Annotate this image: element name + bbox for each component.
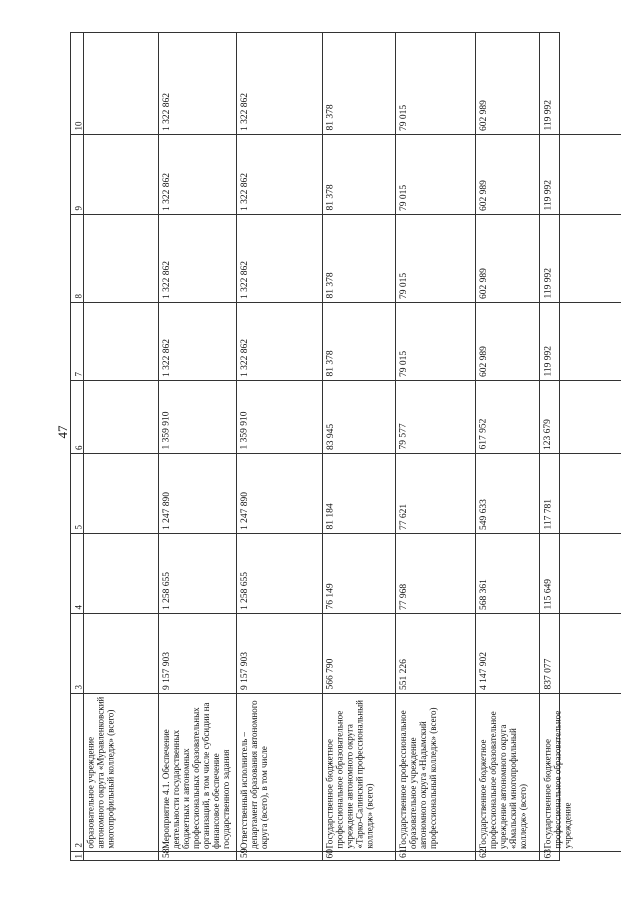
- table-cell: [396, 848, 475, 862]
- table-cell: [159, 33, 236, 135]
- table-cell: [476, 694, 539, 852]
- page-number: 47: [55, 425, 70, 439]
- table-cell: [159, 614, 236, 694]
- table-cell: [396, 135, 475, 215]
- table-cell: [237, 694, 322, 852]
- row-value: 79 015: [398, 184, 409, 211]
- row-value: 1 322 862: [239, 260, 250, 299]
- table-cell: [540, 848, 621, 862]
- table-cell: [540, 694, 621, 852]
- row-value: 837 077: [543, 658, 553, 690]
- table-cell: [396, 33, 475, 135]
- row-value: 1 247 890: [161, 491, 172, 530]
- row-value: 551 226: [398, 658, 409, 690]
- table-cell: [84, 852, 158, 862]
- table-cell: [476, 381, 539, 454]
- table-cell: [540, 33, 621, 135]
- table-row: [237, 33, 323, 860]
- table-cell: [323, 215, 395, 303]
- table-cell: [84, 454, 158, 534]
- row-value: [87, 456, 158, 532]
- column-header: 6: [73, 445, 84, 450]
- row-description: Государственное профессиональное образовательное учреждение автономного округа «Надымский профессиональный колледж» (всего): [397, 706, 438, 849]
- table-cell: [396, 381, 475, 454]
- row-value: 119 992: [543, 267, 553, 299]
- row-value: [87, 35, 158, 133]
- column-header: 2: [73, 843, 84, 848]
- row-value: 77 968: [398, 583, 409, 610]
- header-cell: [71, 614, 83, 694]
- row-description: Государственное бюджетное профессиональное образовательное учреждение автономного округа «Ямальский многопрофильный колледж» (всего): [477, 710, 528, 849]
- table-cell: [323, 614, 395, 694]
- row-description: Государственное бюджетное профессиональное образовательное учреждение: [542, 710, 573, 849]
- row-description: Мероприятие 4.1. Обеспечение деятельности государственных бюджетных и автономных профессиональных образовательных организаций, в том числе субсидии на финансовое обеспечение государственного задания: [160, 702, 231, 849]
- row-value: 9 157 903: [239, 651, 250, 690]
- table-cell: [396, 694, 475, 852]
- table-cell: [159, 694, 236, 852]
- table-cell: [396, 303, 475, 381]
- row-value: 119 992: [543, 179, 553, 211]
- header-cell: [71, 694, 83, 852]
- table-cell: [396, 614, 475, 694]
- row-value: 1 322 862: [161, 260, 172, 299]
- row-value: 119 992: [543, 345, 553, 377]
- row-value: 79 015: [398, 350, 409, 377]
- table-cell: [476, 135, 539, 215]
- row-value: 81 378: [325, 184, 336, 211]
- table-row: [84, 33, 159, 860]
- row-value: [87, 536, 158, 612]
- row-value: 1 322 862: [239, 338, 250, 377]
- column-header: 3: [73, 685, 84, 690]
- row-value: 81 378: [325, 104, 336, 131]
- table-cell: [323, 303, 395, 381]
- table-cell: [84, 614, 158, 694]
- row-value: 83 945: [325, 423, 336, 450]
- row-value: 77 621: [398, 503, 409, 530]
- row-value: 81 378: [325, 350, 336, 377]
- row-description: Ответственный исполнитель – департамент образования автономного округа (всего), в том числе: [238, 699, 269, 849]
- column-header: 1: [73, 853, 84, 858]
- table-cell: [323, 454, 395, 534]
- table-cell: [159, 303, 236, 381]
- row-value: [87, 383, 158, 452]
- row-value: 115 649: [543, 578, 553, 610]
- header-cell: [71, 215, 83, 303]
- table-cell: [323, 33, 395, 135]
- table-cell: [540, 454, 621, 534]
- table-header-row: [71, 33, 84, 860]
- table-cell: [84, 135, 158, 215]
- table-cell: [396, 534, 475, 614]
- header-cell: [71, 852, 83, 862]
- header-cell: [71, 381, 83, 454]
- row-value: 1 247 890: [239, 491, 250, 530]
- row-value: 549 633: [478, 498, 489, 530]
- column-header: 10: [73, 121, 84, 131]
- row-value: 4 147 902: [478, 651, 489, 690]
- row-value: 1 322 862: [239, 92, 250, 131]
- table-cell: [540, 135, 621, 215]
- row-value: 602 989: [478, 99, 489, 131]
- table-cell: [476, 215, 539, 303]
- table-cell: [237, 33, 322, 135]
- row-value: 1 322 862: [161, 338, 172, 377]
- budget-table: [70, 32, 573, 861]
- row-value: 79 015: [398, 272, 409, 299]
- table-row: [540, 33, 621, 860]
- table-cell: [84, 381, 158, 454]
- row-description: образовательное учреждение автономного округа «Муравленковский многопрофильный колледж» (всего): [85, 696, 116, 849]
- row-number: 63: [543, 848, 553, 858]
- row-number: 61: [398, 848, 409, 858]
- row-value: 568 361: [478, 578, 489, 610]
- table-cell: [237, 303, 322, 381]
- row-value: 1 322 862: [239, 172, 250, 211]
- row-value: 81 184: [325, 503, 336, 530]
- row-value: 1 359 910: [161, 411, 172, 450]
- table-cell: [84, 534, 158, 614]
- row-value: 1 322 862: [161, 172, 172, 211]
- header-cell: [71, 534, 83, 614]
- column-header: 5: [73, 525, 84, 530]
- table-cell: [540, 303, 621, 381]
- table-cell: [237, 381, 322, 454]
- table-cell: [396, 454, 475, 534]
- table-cell: [540, 381, 621, 454]
- row-value: 79 577: [398, 423, 409, 450]
- table-cell: [476, 303, 539, 381]
- column-header: 8: [73, 294, 84, 299]
- column-header: 9: [73, 206, 84, 211]
- row-number: 62: [478, 848, 489, 858]
- row-value: 81 378: [325, 272, 336, 299]
- table-cell: [237, 454, 322, 534]
- column-header: 7: [73, 372, 84, 377]
- table-cell: [476, 33, 539, 135]
- table-cell: [237, 135, 322, 215]
- row-value: [87, 616, 158, 692]
- table-cell: [84, 215, 158, 303]
- table-cell: [159, 215, 236, 303]
- row-value: 123 679: [543, 418, 553, 450]
- table-cell: [476, 454, 539, 534]
- table-cell: [540, 614, 621, 694]
- table-cell: [323, 848, 395, 862]
- table-cell: [159, 848, 236, 862]
- table-cell: [237, 215, 322, 303]
- table-cell: [159, 534, 236, 614]
- table-cell: [159, 135, 236, 215]
- row-value: [87, 305, 158, 379]
- table-cell: [396, 215, 475, 303]
- row-value: 602 989: [478, 267, 489, 299]
- table-cell: [84, 33, 158, 135]
- row-number: 58: [161, 848, 172, 858]
- table-cell: [159, 381, 236, 454]
- table-cell: [84, 694, 158, 852]
- table-row: [323, 33, 396, 860]
- row-value: 617 952: [478, 418, 489, 450]
- table-cell: [476, 614, 539, 694]
- row-number: 60: [325, 848, 336, 858]
- row-value: 9 157 903: [161, 651, 172, 690]
- row-value: 76 149: [325, 583, 336, 610]
- table-cell: [237, 848, 322, 862]
- row-value: 79 015: [398, 104, 409, 131]
- row-value: 602 989: [478, 179, 489, 211]
- column-header: 4: [73, 605, 84, 610]
- row-value: 1 258 655: [161, 571, 172, 610]
- row-value: 602 989: [478, 345, 489, 377]
- row-number: [87, 854, 158, 860]
- row-value: 566 790: [325, 658, 336, 690]
- row-value: 117 781: [543, 498, 553, 530]
- table-cell: [237, 534, 322, 614]
- header-cell: [71, 454, 83, 534]
- table-cell: [476, 848, 539, 862]
- table-row: [396, 33, 476, 860]
- table-cell: [540, 215, 621, 303]
- row-value: 1 322 862: [161, 92, 172, 131]
- row-description: Государственное бюджетное профессиональное образовательное учреждение автономного округа «Тарко-Салинский профессиональный колледж» (всего): [324, 700, 375, 849]
- table-cell: [323, 135, 395, 215]
- row-value: 119 992: [543, 99, 553, 131]
- table-cell: [476, 534, 539, 614]
- table-cell: [540, 534, 621, 614]
- table-cell: [323, 694, 395, 852]
- header-cell: [71, 303, 83, 381]
- table-cell: [159, 454, 236, 534]
- row-number: 59: [239, 848, 250, 858]
- row-value: 1 258 655: [239, 571, 250, 610]
- table-cell: [237, 614, 322, 694]
- table-cell: [323, 381, 395, 454]
- table-cell: [323, 534, 395, 614]
- row-value: [87, 217, 158, 301]
- row-value: 1 359 910: [239, 411, 250, 450]
- row-value: [87, 137, 158, 213]
- header-cell: [71, 33, 83, 135]
- header-cell: [71, 135, 83, 215]
- table-row: [159, 33, 237, 860]
- table-row: [476, 33, 540, 860]
- table-cell: [84, 303, 158, 381]
